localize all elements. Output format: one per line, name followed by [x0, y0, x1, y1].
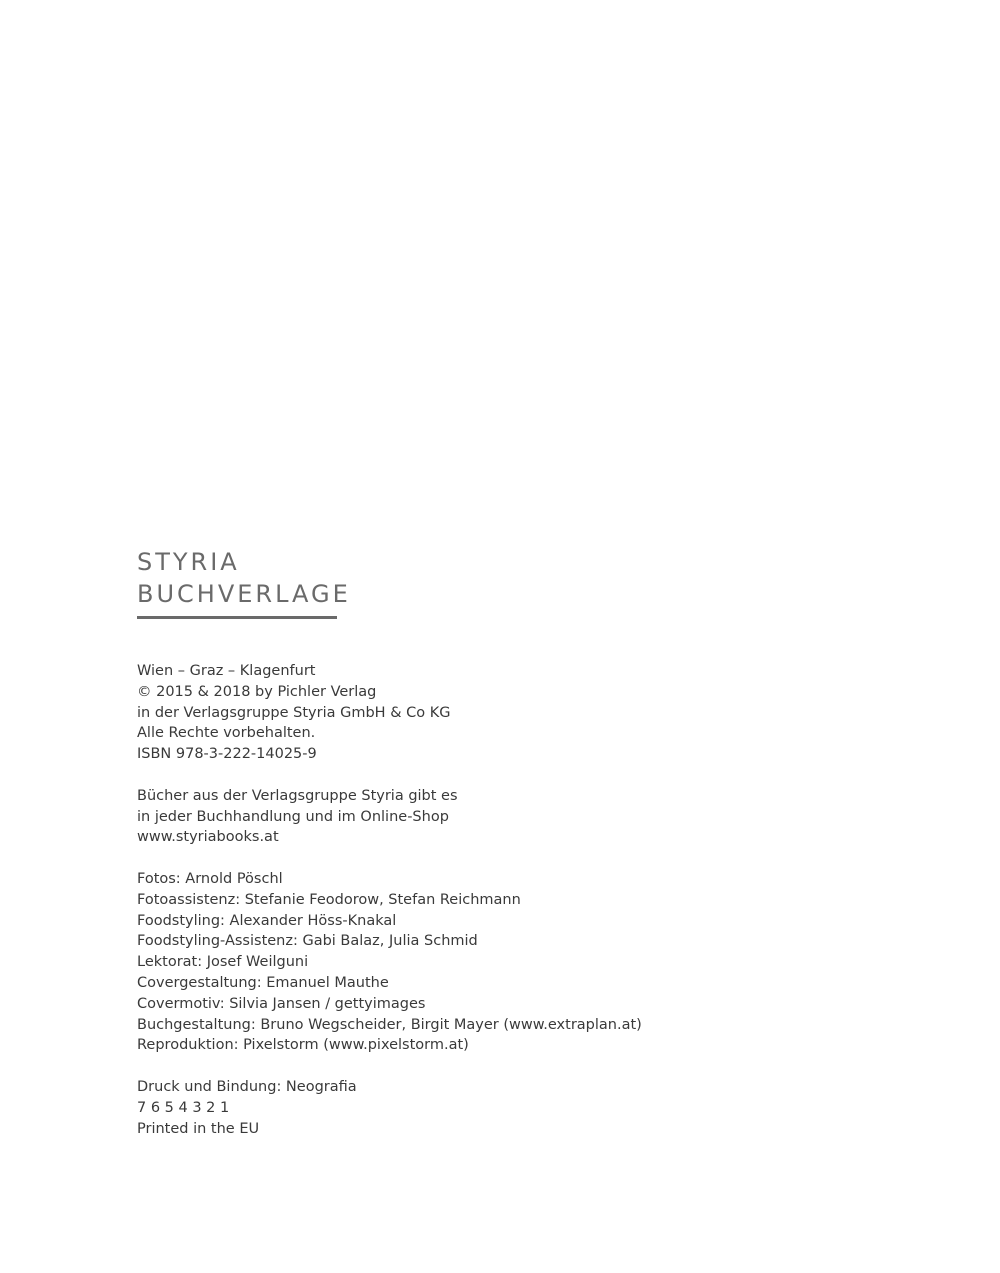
isbn-line: ISBN 978-3-222-14025-9	[137, 746, 317, 763]
credit-line: Lektorat: Josef Weilguni	[137, 954, 309, 971]
imprint-line: Bücher aus der Verlagsgruppe Styria gibt es	[137, 787, 458, 804]
imprint-line: © 2015 & 2018 by Pichler Verlag	[137, 683, 377, 700]
imprint-line: in jeder Buchhandlung und im Online-Shop	[137, 808, 449, 825]
logo-underline	[137, 616, 337, 619]
imprint-shop-block	[137, 786, 917, 848]
credit-line: Fotos: Arnold Pöschl	[137, 870, 283, 887]
imprint-line: Wien – Graz – Klagenfurt	[137, 663, 316, 679]
credit-line: Buchgestaltung: Bruno Wegscheider, Birgit Mayer (www.extraplan.at)	[137, 1016, 642, 1033]
credit-line: Covergestaltung: Emanuel Mauthe	[137, 974, 389, 991]
imprint-publisher-block	[137, 661, 917, 765]
credit-line: Foodstyling: Alexander Höss-Knakal	[137, 912, 397, 929]
logo-line-styria: STYRIA	[137, 548, 240, 576]
imprint-text	[137, 661, 917, 1160]
credit-line: Reproduktion: Pixelstorm (www.pixelstorm.at)	[137, 1037, 469, 1054]
imprint-print-block	[137, 1077, 917, 1139]
print-line: Printed in the EU	[137, 1120, 260, 1137]
publisher-logo	[137, 546, 351, 619]
logo-line-buchverlage: BUCHVERLAGE	[137, 580, 351, 608]
print-line: Druck und Bindung: Neografia	[137, 1078, 357, 1095]
imprint-credits-block	[137, 869, 917, 1056]
credit-line: Foodstyling-Assistenz: Gabi Balaz, Julia Schmid	[137, 933, 478, 950]
credit-line: Covermotiv: Silvia Jansen / gettyimages	[137, 995, 426, 1012]
imprint-line: in der Verlagsgruppe Styria GmbH & Co KG	[137, 704, 451, 721]
website-link: www.styriabooks.at	[137, 829, 279, 846]
print-run-numbers: 7 6 5 4 3 2 1	[137, 1099, 230, 1116]
credit-line: Fotoassistenz: Stefanie Feodorow, Stefan Reichmann	[137, 891, 521, 908]
imprint-line: Alle Rechte vorbehalten.	[137, 725, 316, 742]
